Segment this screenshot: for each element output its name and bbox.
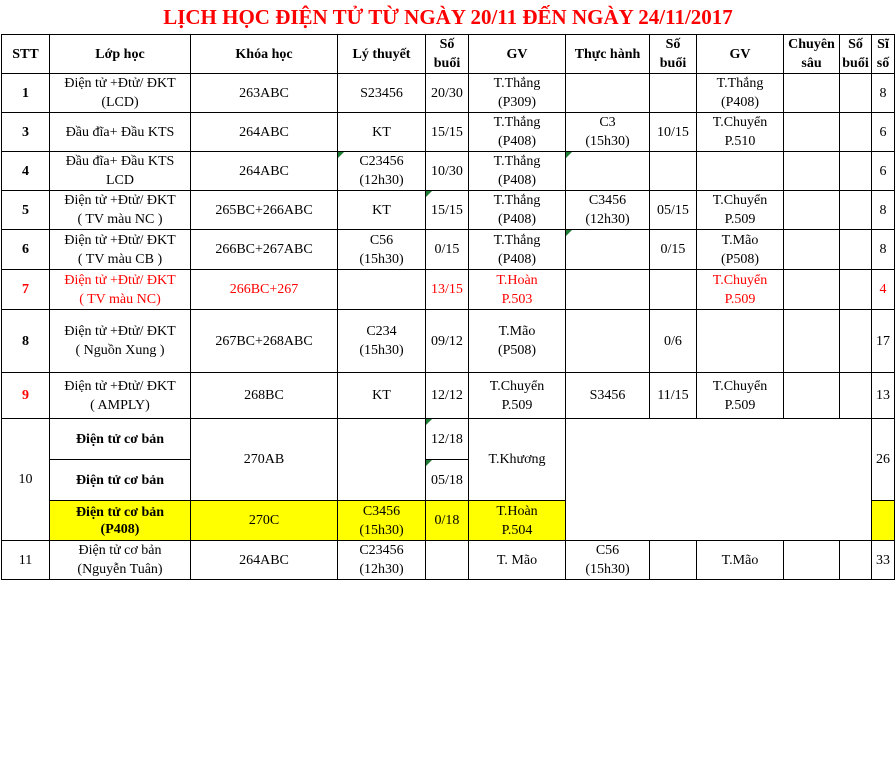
cell-gv-1	[469, 270, 566, 310]
cell-lop-hoc	[50, 270, 191, 310]
header-text: buổi	[842, 56, 869, 71]
cell-gv-2	[697, 373, 784, 419]
cell-so-buoi-1: 10/30	[426, 152, 469, 191]
cell-si-so: 17	[872, 310, 895, 373]
cell-text: Điện tử +Đtử/ ĐKT	[64, 272, 176, 288]
cell-text: (P408)	[100, 521, 140, 537]
cell-khoa-hoc: 267BC+268ABC	[191, 310, 338, 373]
cell-stt: 4	[2, 152, 50, 191]
cell-text: KT	[372, 124, 391, 140]
cell-khoa-hoc: 264ABC	[191, 541, 338, 580]
cell-so-buoi-3	[840, 310, 872, 373]
header-text: buổi	[659, 56, 687, 71]
cell-ly-thuyet	[338, 152, 426, 191]
cell-chuyen-sau	[784, 310, 840, 373]
cell-text: (Nguyễn Tuân)	[77, 562, 163, 577]
cell-text: Điện tử cơ bản	[75, 504, 165, 520]
cell-text: T.Thắng	[493, 193, 541, 208]
cell-si-so: 8	[872, 230, 895, 270]
header-so-buoi-2	[650, 35, 697, 74]
cell-so-buoi-1: 09/12	[426, 310, 469, 373]
cell-gv-2	[697, 270, 784, 310]
cell-ly-thuyet	[338, 501, 426, 541]
cell-text: LCD	[106, 173, 134, 188]
cell-text: C234	[366, 324, 397, 339]
cell-ly-thuyet	[338, 191, 426, 230]
cell-chuyen-sau	[784, 152, 840, 191]
header-lop-hoc: Lớp học	[50, 35, 191, 74]
header-chuyen-sau	[784, 35, 840, 74]
cell-text: Đầu đĩa+ Đầu KTS	[65, 124, 175, 140]
cell-text: T.Chuyển	[712, 378, 768, 394]
cell-text: (P408)	[497, 212, 537, 227]
cell-thuc-hanh	[566, 373, 650, 419]
cell-text: T.Chuyển	[712, 115, 768, 130]
table-row	[2, 191, 895, 230]
cell-si-so: 6	[872, 113, 895, 152]
cell-chuyen-sau	[784, 373, 840, 419]
cell-khoa-hoc: 266BC+267	[191, 270, 338, 310]
cell-lop-hoc	[50, 541, 191, 580]
cell-text: Điện tử +Đtử/ ĐKT	[64, 193, 176, 208]
cell-gv-2	[697, 113, 784, 152]
cell-so-buoi-1: 05/18	[426, 460, 469, 501]
cell-text: C23456	[359, 154, 404, 169]
cell-so-buoi-2: 0/6	[650, 310, 697, 373]
cell-text: (LCD)	[101, 95, 139, 110]
header-so-buoi-1	[426, 35, 469, 74]
cell-gv-1	[469, 152, 566, 191]
cell-text: C3456	[588, 193, 627, 208]
cell-stt: 5	[2, 191, 50, 230]
cell-lop-hoc: Điện tử cơ bản	[50, 460, 191, 501]
cell-si-so: 6	[872, 152, 895, 191]
header-stt: STT	[2, 35, 50, 74]
cell-stt: 3	[2, 113, 50, 152]
header-text: số	[876, 56, 890, 71]
cell-gv-1	[469, 373, 566, 419]
cell-thuc-hanh	[566, 310, 650, 373]
cell-so-buoi-1	[426, 541, 469, 580]
table-row	[2, 230, 895, 270]
cell-text: T.Thắng	[493, 115, 541, 130]
cell-chuyen-sau	[784, 191, 840, 230]
header-text: Số	[848, 37, 863, 52]
cell-so-buoi-1: 0/18	[426, 501, 469, 541]
table-row	[2, 270, 895, 310]
cell-text: (12h30)	[359, 562, 404, 577]
cell-lop-hoc	[50, 74, 191, 113]
cell-thuc-hanh	[566, 230, 650, 270]
cell-text: (P408)	[497, 173, 537, 188]
cell-text: T.Thắng	[716, 76, 764, 91]
cell-stt: 1	[2, 74, 50, 113]
cell-so-buoi-2: 10/15	[650, 113, 697, 152]
cell-so-buoi-1: 13/15	[426, 270, 469, 310]
header-thuc-hanh: Thực hành	[566, 35, 650, 74]
cell-text: KT	[372, 388, 391, 403]
cell-si-so: 26	[872, 419, 895, 501]
cell-text: Điện tử +Đtử/ ĐKT	[64, 324, 176, 339]
table-row	[2, 152, 895, 191]
cell-gv-1	[469, 74, 566, 113]
cell-chuyen-sau	[784, 270, 840, 310]
cell-text: Điện tử +Đtử/ ĐKT	[64, 378, 176, 394]
cell-so-buoi-1: 20/30	[426, 74, 469, 113]
cell-text: (P508)	[497, 343, 537, 358]
header-ly-thuyet: Lý thuyết	[338, 35, 426, 74]
cell-ly-thuyet	[338, 270, 426, 310]
header-text: Số	[665, 37, 681, 52]
cell-lop-hoc	[50, 373, 191, 419]
cell-stt: 6	[2, 230, 50, 270]
cell-text: ( TV màu NC )	[77, 212, 163, 227]
cell-stt: 11	[2, 541, 50, 580]
cell-text: Điện tử +Đtử/ ĐKT	[64, 232, 176, 248]
cell-text: S23456	[360, 85, 403, 101]
cell-si-so: 13	[872, 373, 895, 419]
cell-text: (15h30)	[585, 562, 630, 577]
cell-si-so	[872, 501, 895, 541]
cell-gv-2	[697, 152, 784, 191]
cell-stt: 10	[2, 419, 50, 541]
cell-text: ( TV màu CB )	[77, 251, 163, 267]
cell-gv-1: T.Khương	[469, 419, 566, 501]
cell-lop-hoc	[50, 310, 191, 373]
cell-text: P.509	[724, 291, 756, 307]
cell-lop-hoc	[50, 113, 191, 152]
cell-text: ( TV màu NC)	[79, 291, 161, 307]
cell-text: (P508)	[720, 251, 760, 267]
cell-text: (P408)	[497, 251, 537, 267]
cell-stt: 8	[2, 310, 50, 373]
cell-text: (15h30)	[359, 251, 404, 267]
cell-chuyen-sau	[784, 230, 840, 270]
cell-khoa-hoc: 265BC+266ABC	[191, 191, 338, 230]
cell-thuc-hanh	[566, 74, 650, 113]
cell-text: (15h30)	[359, 343, 404, 358]
cell-text: (P408)	[720, 95, 760, 110]
header-gv-1: GV	[469, 35, 566, 74]
cell-so-buoi-2	[650, 270, 697, 310]
cell-so-buoi-3	[840, 152, 872, 191]
cell-text: T.Thắng	[493, 232, 541, 248]
header-text: Số	[439, 37, 455, 52]
cell-text: P.509	[724, 212, 756, 227]
cell-so-buoi-2	[650, 74, 697, 113]
cell-chuyen-sau	[784, 74, 840, 113]
cell-text: Điện tử +Đtử/ ĐKT	[64, 76, 176, 91]
cell-thuc-hanh	[566, 270, 650, 310]
cell-lop-hoc: Điện tử cơ bản	[50, 419, 191, 460]
cell-gv-2	[697, 230, 784, 270]
cell-so-buoi-2: 05/15	[650, 191, 697, 230]
cell-text: T.Chuyển	[712, 193, 768, 208]
cell-text: C23456	[359, 543, 404, 558]
cell-khoa-hoc: 263ABC	[191, 74, 338, 113]
table-row-11	[2, 541, 895, 580]
cell-si-so: 8	[872, 191, 895, 230]
cell-lop-hoc	[50, 501, 191, 541]
cell-text: Điện tử cơ bản	[78, 543, 162, 558]
cell-text: P.509	[501, 397, 533, 413]
cell-ly-thuyet	[338, 541, 426, 580]
cell-gv-1	[469, 230, 566, 270]
cell-text: C3456	[362, 503, 401, 519]
cell-so-buoi-1: 15/15	[426, 191, 469, 230]
cell-lop-hoc	[50, 191, 191, 230]
cell-khoa-hoc: 264ABC	[191, 113, 338, 152]
cell-so-buoi-3	[840, 74, 872, 113]
cell-si-so: 33	[872, 541, 895, 580]
cell-chuyen-sau	[784, 113, 840, 152]
cell-so-buoi-2	[650, 152, 697, 191]
cell-text: T.Hoàn	[496, 503, 538, 519]
cell-text: (P309)	[497, 95, 537, 110]
cell-text: (15h30)	[359, 522, 404, 538]
cell-text: KT	[372, 202, 391, 218]
cell-so-buoi-1: 0/15	[426, 230, 469, 270]
cell-gv-2	[697, 74, 784, 113]
table-row	[2, 74, 895, 113]
cell-ly-thuyet	[338, 310, 426, 373]
cell-text: C56	[595, 543, 620, 558]
cell-lop-hoc	[50, 152, 191, 191]
cell-ly-thuyet	[338, 419, 426, 501]
cell-gv-1: T. Mão	[469, 541, 566, 580]
cell-lop-hoc	[50, 230, 191, 270]
cell-gv-1	[469, 310, 566, 373]
header-text: buổi	[433, 56, 461, 71]
cell-text: (15h30)	[585, 134, 630, 149]
header-text: sâu	[801, 56, 822, 71]
cell-ly-thuyet	[338, 113, 426, 152]
cell-thuc-hanh	[566, 152, 650, 191]
cell-gv-1	[469, 113, 566, 152]
table-row	[2, 310, 895, 373]
cell-gv-1	[469, 191, 566, 230]
cell-text: C3	[599, 115, 616, 130]
header-text: Chuyên	[788, 37, 835, 52]
cell-text: Đầu đĩa+ Đầu KTS	[65, 154, 175, 169]
cell-so-buoi-1: 12/12	[426, 373, 469, 419]
header-so-buoi-3	[840, 35, 872, 74]
cell-ly-thuyet	[338, 373, 426, 419]
header-khoa-hoc: Khóa học	[191, 35, 338, 74]
schedule-table	[1, 34, 895, 580]
cell-gv-1	[469, 501, 566, 541]
cell-so-buoi-3	[840, 191, 872, 230]
header-si-so	[872, 35, 895, 74]
cell-thuc-hanh	[566, 191, 650, 230]
header-gv-2: GV	[697, 35, 784, 74]
cell-so-buoi-3	[840, 113, 872, 152]
table-row-10a	[2, 419, 895, 460]
cell-so-buoi-1: 12/18	[426, 419, 469, 460]
cell-text: T.Chuyển	[712, 272, 768, 288]
header-row	[2, 35, 895, 74]
cell-so-buoi-3	[840, 230, 872, 270]
cell-stt: 7	[2, 270, 50, 310]
cell-text: T.Hoàn	[496, 272, 538, 288]
cell-text: (12h30)	[585, 212, 630, 227]
cell-thuc-hanh	[566, 113, 650, 152]
table-row	[2, 113, 895, 152]
cell-gv-2: T.Mão	[697, 541, 784, 580]
cell-so-buoi-1: 15/15	[426, 113, 469, 152]
cell-gv-2	[697, 191, 784, 230]
cell-text: T.Thắng	[493, 76, 541, 91]
cell-text: P.503	[501, 291, 533, 307]
page-title: LỊCH HỌC ĐIỆN TỬ TỪ NGÀY 20/11 ĐẾN NGÀY 24/11/2017	[163, 5, 733, 29]
cell-so-buoi-3	[840, 541, 872, 580]
cell-so-buoi-3	[840, 270, 872, 310]
cell-text: (12h30)	[359, 173, 404, 188]
cell-thuc-hanh	[566, 541, 650, 580]
cell-text: T.Mão	[721, 232, 759, 248]
cell-text: P.510	[724, 134, 756, 149]
cell-ly-thuyet	[338, 230, 426, 270]
cell-stt: 9	[2, 373, 50, 419]
cell-empty-block	[566, 419, 872, 541]
cell-gv-2	[697, 310, 784, 373]
cell-so-buoi-3	[840, 373, 872, 419]
cell-text: S3456	[589, 388, 626, 403]
cell-text: T.Mão	[498, 324, 536, 339]
cell-khoa-hoc: 264ABC	[191, 152, 338, 191]
cell-so-buoi-2	[650, 541, 697, 580]
table-row	[2, 373, 895, 419]
cell-text: T.Thắng	[493, 154, 541, 169]
cell-so-buoi-2: 0/15	[650, 230, 697, 270]
cell-chuyen-sau	[784, 541, 840, 580]
cell-ly-thuyet	[338, 74, 426, 113]
cell-si-so: 4	[872, 270, 895, 310]
cell-text: P.509	[724, 397, 756, 413]
cell-text: ( Nguồn Xung )	[75, 343, 165, 358]
cell-khoa-hoc: 268BC	[191, 373, 338, 419]
cell-text: T.Chuyển	[489, 378, 545, 394]
cell-text: (P408)	[497, 134, 537, 149]
cell-khoa-hoc: 270C	[191, 501, 338, 541]
cell-si-so: 8	[872, 74, 895, 113]
cell-khoa-hoc: 270AB	[191, 419, 338, 501]
header-text: Sĩ	[877, 37, 889, 52]
cell-text: C56	[369, 232, 394, 248]
cell-so-buoi-2: 11/15	[650, 373, 697, 419]
cell-text: P.504	[501, 522, 533, 538]
cell-text: ( AMPLY)	[90, 397, 150, 413]
cell-khoa-hoc: 266BC+267ABC	[191, 230, 338, 270]
